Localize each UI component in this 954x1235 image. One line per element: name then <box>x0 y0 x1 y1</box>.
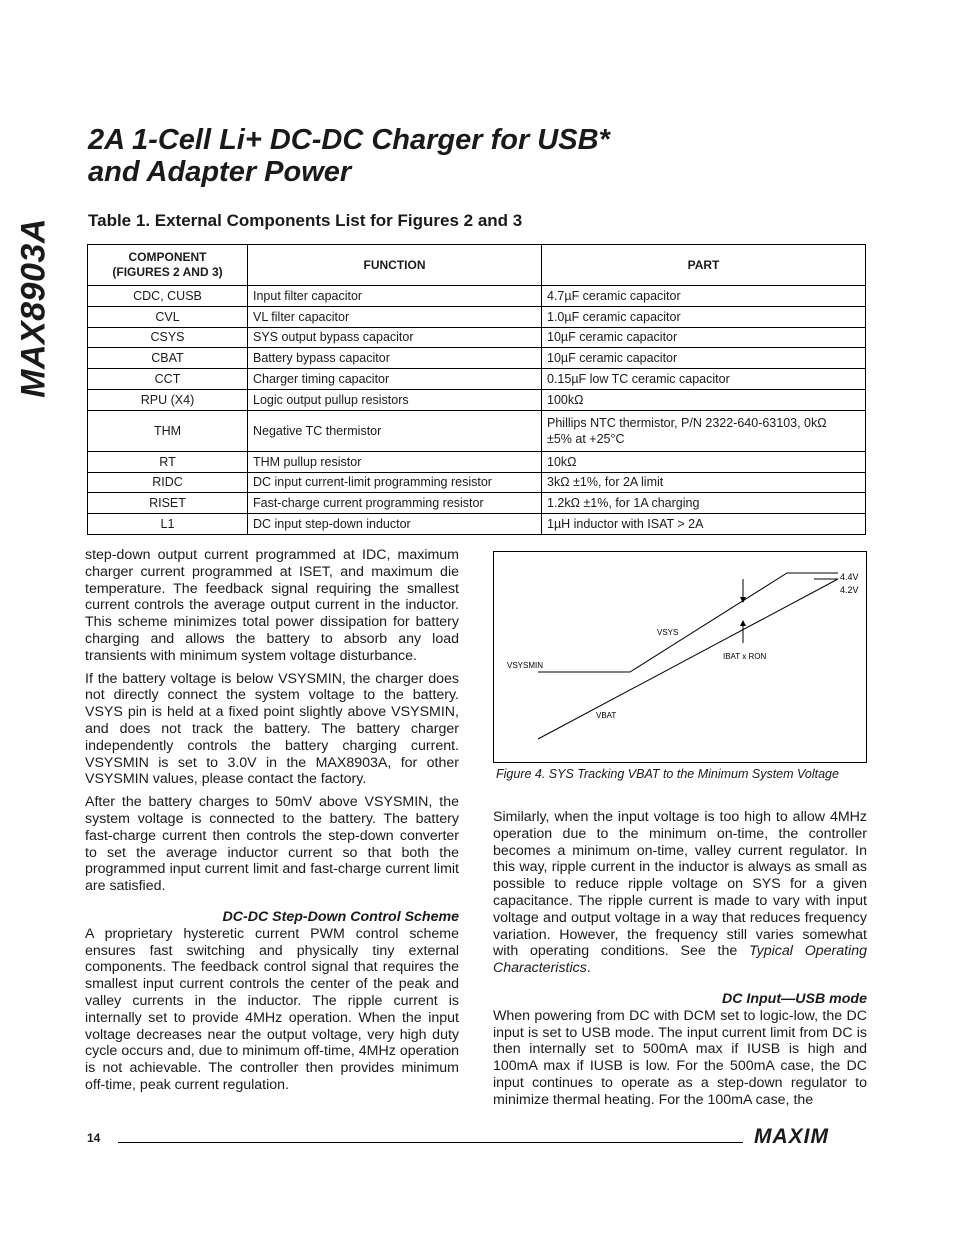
cell-part: 0.15µF low TC ceramic capacitor <box>542 369 866 390</box>
cell-function: THM pullup resistor <box>248 451 542 472</box>
right-text-column <box>493 809 867 1115</box>
cell-component: CVL <box>88 306 248 327</box>
paragraph: When powering from DC with DCM set to logic-low, the DC input is set to USB mode. The input current limit from DC is then internally set to 500mA max if IUSB is high and 100mA max if IUSB is low. For the 500mA case, the DC input continues to operate as a step-down regulator to minimize thermal heating. For the 100mA case, the <box>493 1007 867 1108</box>
cell-part: 100kΩ <box>542 389 866 410</box>
cell-part: 3kΩ ±1%, for 2A limit <box>542 472 866 493</box>
table-row <box>88 369 866 390</box>
table-row <box>88 389 866 410</box>
cell-part: 4.7µF ceramic capacitor <box>542 286 866 307</box>
components-table <box>87 244 866 535</box>
side-title-text: MAX8903A <box>14 217 53 398</box>
table-row <box>88 306 866 327</box>
label-vsysmin: VSYSMIN <box>507 661 544 670</box>
paragraph: If the battery voltage is below VSYSMIN, the charger does not directly connect the system voltage to the battery. VSYS pin is held at a fixed point slightly above VSYSMIN, and does not track the battery. The battery charger independently controls the battery charging current. VSYSMIN is set to 3.0V in the MAX8903A, for other VSYSMIN values, please contact the factory. <box>85 670 459 788</box>
table-row <box>88 410 866 451</box>
header-component-line-1: COMPONENT <box>128 250 207 264</box>
table-row <box>88 348 866 369</box>
label-vbat: VBAT <box>596 711 617 720</box>
label-ibat-ron: IBAT x RON <box>723 652 767 661</box>
table-caption: Table 1. External Components List for Figures 2 and 3 <box>88 211 523 230</box>
label-4v4: 4.4V <box>840 572 859 582</box>
header-function: FUNCTION <box>248 245 542 286</box>
left-text-column <box>85 547 459 1100</box>
header-component-line-2: (FIGURES 2 AND 3) <box>112 265 223 279</box>
cell-component: CBAT <box>88 348 248 369</box>
cell-function: Logic output pullup resistors <box>248 389 542 410</box>
cell-function: Negative TC thermistor <box>248 410 542 451</box>
cell-part: 1.2kΩ ±1%, for 1A charging <box>542 493 866 514</box>
cell-part-line-2: ±5% at +25°C <box>547 431 625 446</box>
vsys-line <box>538 573 838 672</box>
cell-function: DC input step-down inductor <box>248 514 542 535</box>
cell-component: RISET <box>88 493 248 514</box>
title-line-1: 2A 1-Cell Li+ DC-DC Charger for USB* <box>88 124 610 156</box>
cell-part <box>542 410 866 451</box>
cell-part: 10µF ceramic capacitor <box>542 348 866 369</box>
cell-function: Input filter capacitor <box>248 286 542 307</box>
cell-component: CSYS <box>88 327 248 348</box>
toc-reference: Typical Operating Characteristics <box>493 943 868 977</box>
title-line-2: and Adapter Power <box>88 156 352 188</box>
page-number: 14 <box>87 1131 101 1145</box>
figure-4-diagram <box>493 551 867 763</box>
cell-function: Battery bypass capacitor <box>248 348 542 369</box>
table-row <box>88 493 866 514</box>
paragraph: step-down output current programmed at IDC, maximum charger current programmed at ISET, and maximum die temperature. The feedback signal requiring the smallest current controls the average output current in the inductor. This scheme minimizes total power dissipation for battery charging and allows the battery to absorb any load transients with minimum system voltage disturbance. <box>85 547 459 664</box>
cell-component: CCT <box>88 369 248 390</box>
cell-function: SYS output bypass capacitor <box>248 327 542 348</box>
paragraph: After the battery charges to 50mV above VSYSMIN, the system voltage is connected to the battery. The battery fast-charge current then controls the step-down converter to set the average inductor current so that both the programmed input current limit and fast-charge current limit are satisfied. <box>85 794 459 895</box>
table-row <box>88 286 866 307</box>
section-heading: DC-DC Step-Down Control Scheme <box>222 908 459 925</box>
paragraph-text: Similarly, when the input voltage is too high to allow 4MHz operation due to the minimum on-time, the controller becomes a minimum on-time, valley current regulator. In this way, ripple current in the inductor is always as small as possible to reduce ripple voltage on SYS for a given capacitance. The ripple current is made to vary with input voltage and output voltage in a way that reduces frequency variation. However, the frequency still varies somewhat with operating conditions. See the <box>493 809 867 960</box>
cell-function: Fast-charge current programming resistor <box>248 493 542 514</box>
table-row <box>88 327 866 348</box>
table-row <box>88 472 866 493</box>
footer-rule <box>118 1142 743 1143</box>
sys-tracking-diagram <box>494 552 866 762</box>
cell-function: DC input current-limit programming resistor <box>248 472 542 493</box>
vbat-line <box>538 579 838 739</box>
page-title <box>88 124 868 188</box>
cell-function: Charger timing capacitor <box>248 369 542 390</box>
paragraph <box>493 809 867 977</box>
cell-component: RPU (X4) <box>88 389 248 410</box>
side-part-number <box>14 215 54 400</box>
label-vsys: VSYS <box>657 628 679 637</box>
maxim-logo: MAXIM <box>754 1125 829 1148</box>
cell-part: 10µF ceramic capacitor <box>542 327 866 348</box>
table-header-row <box>88 245 866 286</box>
table-row <box>88 451 866 472</box>
paragraph: A proprietary hysteretic current PWM control scheme ensures fast switching and physically tiny external components. The feedback control signal that requires the smallest input current controls the center of the peak and valley currents in the inductor. The ripple current is internally set to provide 4MHz operation. When the input voltage decreases near the output voltage, very high duty cycle occurs and, due to minimum off-time, 4MHz operation is not achievable. The controller then provides minimum off-time, peak current regulation. <box>85 925 459 1093</box>
figure-caption: Figure 4. SYS Tracking VBAT to the Minimum System Voltage <box>496 767 839 781</box>
label-4v2: 4.2V <box>840 585 859 595</box>
lower-arrow <box>740 620 746 643</box>
cell-component: RT <box>88 451 248 472</box>
header-component <box>88 245 248 286</box>
cell-component: L1 <box>88 514 248 535</box>
cell-part-line-1: Phillips NTC thermistor, P/N 2322-640-63103, 0kΩ <box>547 415 827 430</box>
section-heading: DC Input—USB mode <box>721 990 867 1007</box>
cell-part: 1.0µF ceramic capacitor <box>542 306 866 327</box>
table-row <box>88 514 866 535</box>
cell-function: VL filter capacitor <box>248 306 542 327</box>
cell-component: RIDC <box>88 472 248 493</box>
cell-part: 10kΩ <box>542 451 866 472</box>
cell-component: CDC, CUSB <box>88 286 248 307</box>
header-part: PART <box>542 245 866 286</box>
cell-part: 1µH inductor with ISAT > 2A <box>542 514 866 535</box>
cell-component: THM <box>88 410 248 451</box>
paragraph-end: . <box>586 960 591 977</box>
